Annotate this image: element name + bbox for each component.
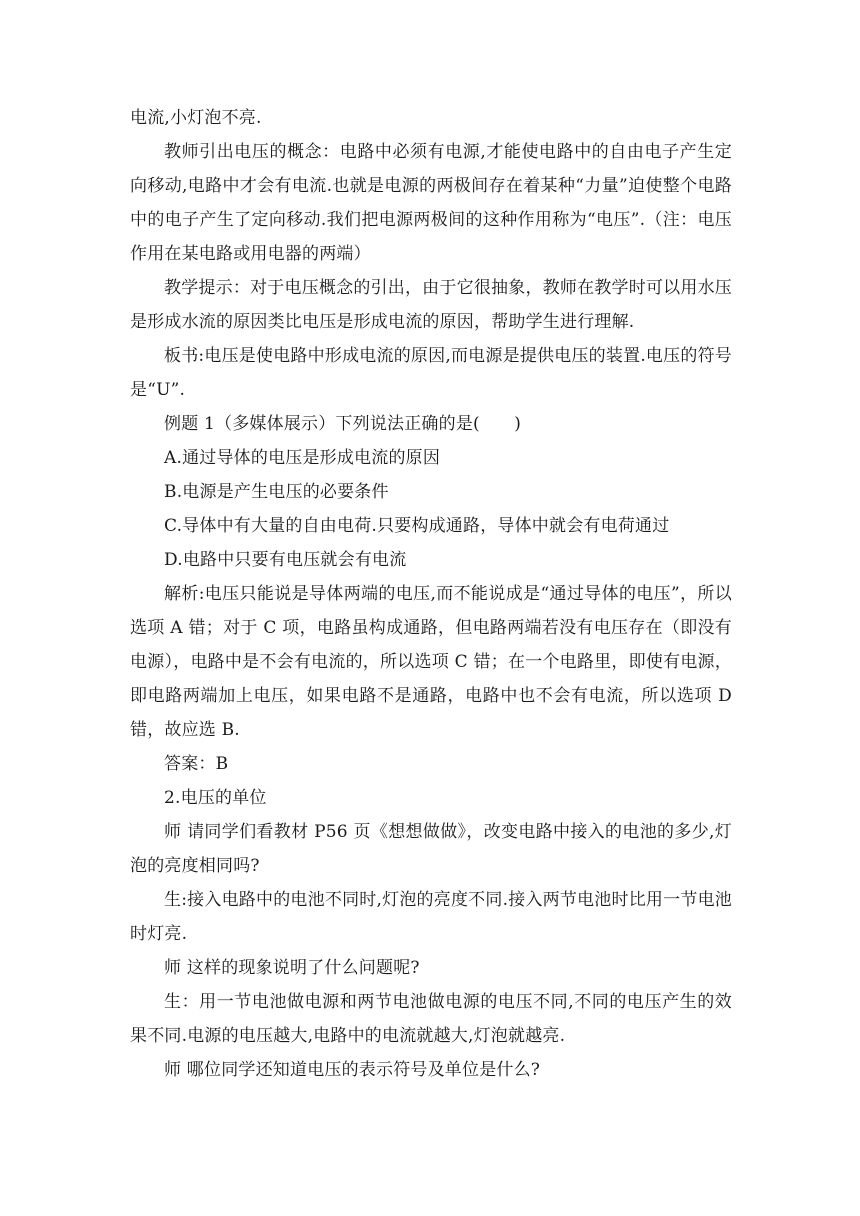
paragraph-option-a: A.通过导体的电压是形成电流的原因 <box>164 448 441 468</box>
paragraph-continuation: 电流,小灯泡不亮. <box>130 108 262 128</box>
paragraph-analysis: 解析:电压只能说是导体两端的电压,而不能说成是“通过导体的电压”，所以选项 A 错；对于 C 项，电路虽构成通路，但电路两端若没有电压存在（即没有电源），电路中是不会有电流的，所以选项 C 错；在一个电路里，即使有电源，即电路两端加上电压，如果电路不是通路，电路中也不会有电流，所以选项 D 错，故应选 B. <box>130 584 732 740</box>
paragraph-student-answer-2: 生：用一节电池做电源和两节电池做电源的电压不同,不同的电压产生的效果不同.电源的电压越大,电路中的电流就越大,灯泡就越亮. <box>130 992 732 1046</box>
document-body <box>130 101 732 1087</box>
paragraph-option-c: C.导体中有大量的自由电荷.只要构成通路，导体中就会有电荷通过 <box>164 516 670 536</box>
paragraph-teacher-question-2: 师 这样的现象说明了什么问题呢? <box>164 958 420 978</box>
paragraph-example-question: 例题 1（多媒体展示）下列说法正确的是( ) <box>164 414 522 434</box>
paragraph-teacher-question-3: 师 哪位同学还知道电压的表示符号及单位是什么? <box>164 1060 541 1080</box>
section-heading-voltage-unit: 2.电压的单位 <box>164 788 267 808</box>
paragraph-option-b: B.电源是产生电压的必要条件 <box>164 482 389 502</box>
paragraph-student-answer-1: 生:接入电路中的电池不同时,灯泡的亮度不同.接入两节电池时比用一节电池时灯亮. <box>130 890 732 944</box>
paragraph-teaching-tip: 教学提示：对于电压概念的引出，由于它很抽象，教师在教学时可以用水压是形成水流的原因类比电压是形成电流的原因，帮助学生进行理解. <box>130 278 732 332</box>
paragraph-teacher-question-1: 师 请同学们看教材 P56 页《想想做做》，改变电路中接入的电池的多少,灯泡的亮度相同吗? <box>130 822 732 876</box>
paragraph-answer: 答案：B <box>164 754 229 774</box>
paragraph-option-d: D.电路中只要有电压就会有电流 <box>164 550 407 570</box>
paragraph-blackboard: 板书:电压是使电路中形成电流的原因,而电源是提供电压的装置.电压的符号是“U”. <box>130 346 732 400</box>
paragraph-voltage-concept: 教师引出电压的概念：电路中必须有电源,才能使电路中的自由电子产生定向移动,电路中才会有电流.也就是电源的两极间存在着某种“力量”迫使整个电路中的电子产生了定向移动.我们把电源两极间的这种作用称为“电压”.（注：电压作用在某电路或用电器的两端） <box>130 142 732 264</box>
